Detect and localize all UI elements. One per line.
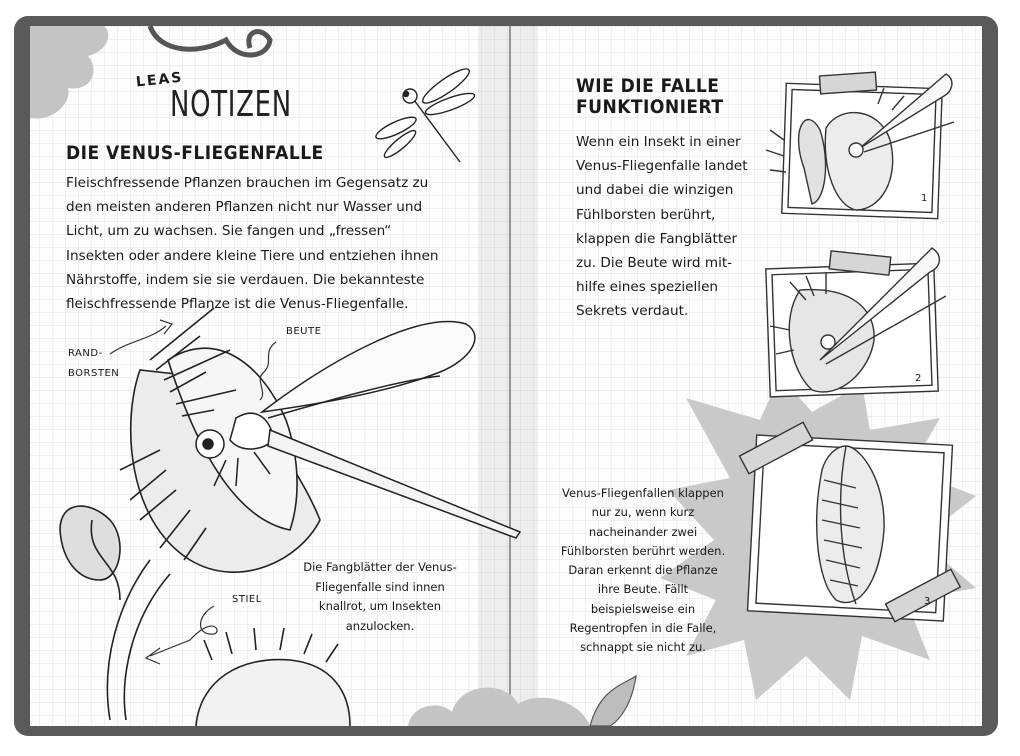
label-beute: BEUTE: [286, 326, 322, 337]
fangblaetter-caption: Die Fangblätter der Venus-Fliegenfalle sind innen knallrot, um Insekten anzulocken.: [303, 560, 457, 633]
photo-number-3: 3: [924, 596, 931, 607]
leas-label: LEAS: [135, 69, 185, 91]
photo-3: [740, 422, 961, 621]
right-heading: WIE DIE FALLE FUNKTIONIERT: [576, 75, 724, 118]
left-heading: DIE VENUS-FLIEGENFALLE: [66, 142, 324, 164]
photo-number-1: 1: [921, 193, 928, 204]
spine-shadow: [478, 26, 538, 726]
right-body-text: Wenn ein Insekt in einer Venus-Fliegenfalle landet und dabei die winzigen Fühlborsten berührt, klappen die Fangblätter zu. Die Beute wird mit-hilfe eines speziellen Sekrets verdaut.: [576, 134, 748, 320]
info-burst-text: Venus-Fliegenfallen klappen nur zu, wenn kurz nacheinander zwei Fühlborsten berührt werden. Daran erkennt die Pflanze ihre Beute. Fällt beispielsweise ein Regentropfen in die Falle, schnappt sie nicht zu.: [560, 486, 726, 655]
photo-number-2: 2: [915, 373, 922, 384]
label-randborsten: RAND-BORSTEN: [68, 348, 120, 379]
label-stiel: STIEL: [232, 594, 262, 605]
left-body-text: Fleischfressende Pflanzen brauchen im Gegensatz zu den meisten anderen Pflanzen nicht nur Wasser und Licht, um zu wachsen. Sie fangen und „fressen“ Insekten oder andere kleine Tiere und entziehen ihnen Nährstoffe, indem sie sie verdauen. Die bekannteste fleischfressende Pflanze ist die Venus-Fliegenfalle.: [66, 175, 439, 313]
notizen-title: NOTIZEN: [170, 84, 292, 125]
